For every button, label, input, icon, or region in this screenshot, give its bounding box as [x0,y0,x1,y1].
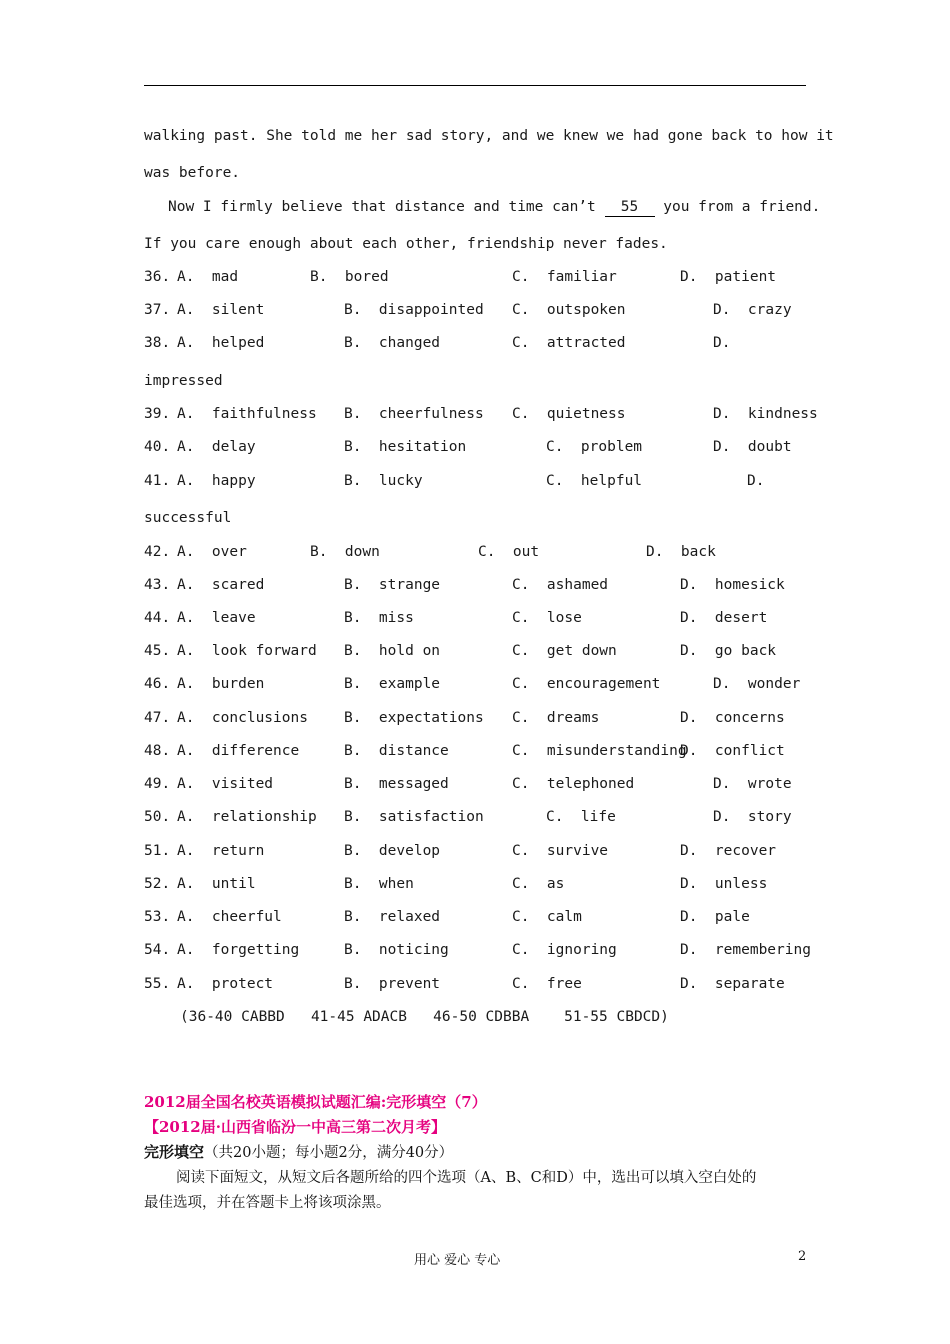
question-number: 52. [144,876,171,892]
question-row [0,809,950,829]
option-a: A. difference [177,743,300,759]
section-subtitle: 【2012届·山西省临汾一中高三第二次月考】 [144,1118,446,1136]
option-a: A. forgetting [177,942,300,958]
question-row [0,876,950,896]
option-d: D. kindness [713,406,818,422]
option-c: C. ashamed [512,577,609,593]
question-row [0,976,950,996]
question-number: 43. [144,577,171,593]
option-c: C. as [512,876,565,892]
question-row [0,577,950,597]
option-c: C. attracted [512,335,626,351]
question-row [0,843,950,863]
option-b: B. messaged [344,776,449,792]
option-b: B. noticing [344,942,449,958]
question-row [0,743,950,763]
option-b: B. bored [310,269,389,285]
instruction-line-2: 最佳选项，并在答题卡上将该项涂黑。 [144,1195,391,1211]
footer-motto: 用心 爱心 专心 [414,1253,501,1268]
option-b: B. lucky [344,473,423,489]
instruction-line-1: 阅读下面短文，从短文后各题所给的四个选项（A、B、C和D）中，选出可以填入空白处的 [176,1170,757,1186]
option-b: B. distance [344,743,449,759]
option-a: A. scared [177,577,265,593]
option-a: A. cheerful [177,909,282,925]
option-a: A. burden [177,676,265,692]
option-d-continued: impressed [144,373,223,389]
section-heading-bold: 完形填空 [144,1143,205,1161]
option-c: C. familiar [512,269,617,285]
option-c: C. ignoring [512,942,617,958]
question-row [0,710,950,730]
option-d: D. pale [680,909,750,925]
option-c: C. survive [512,843,609,859]
option-b: B. disappointed [344,302,484,318]
option-b: B. hesitation [344,439,467,455]
option-c: C. life [546,809,616,825]
option-a: A. helped [177,335,265,351]
question-number: 49. [144,776,171,792]
option-c: C. encouragement [512,676,661,692]
question-row [0,439,950,459]
option-c: C. telephoned [512,776,635,792]
option-a: A. faithfulness [177,406,317,422]
option-a: A. silent [177,302,265,318]
question-number: 53. [144,909,171,925]
section-heading-rest: （共20小题；每小题2分，满分40分） [204,1145,454,1161]
option-b: B. hold on [344,643,441,659]
option-d: D. wonder [713,676,801,692]
header-rule [144,85,806,86]
option-b: B. prevent [344,976,441,992]
passage-line-3-end: you from a friend. [654,199,821,215]
option-c: C. helpful [546,473,643,489]
question-row [0,406,950,426]
section-title: 2012届全国名校英语模拟试题汇编:完形填空（7） [144,1093,487,1111]
option-d: D. [713,335,731,351]
question-number: 41. [144,473,171,489]
option-d: D. patient [680,269,777,285]
option-d: D. recover [680,843,777,859]
passage-line-3-start: Now I firmly believe that distance and time can’t [168,199,605,215]
option-d: D. separate [680,976,785,992]
question-number: 37. [144,302,171,318]
option-c: C. get down [512,643,617,659]
answer-key: (36-40 CABBD 41-45 ADACB 46-50 CDBBA 51-55 CBDCD) [180,1009,669,1025]
option-b: B. changed [344,335,441,351]
option-b: B. example [344,676,441,692]
option-d: D. go back [680,643,777,659]
question-row [0,643,950,663]
option-c: C. free [512,976,582,992]
question-row [0,909,950,929]
option-d-continued: successful [144,510,232,526]
option-d: D. back [646,544,716,560]
option-a: A. over [177,544,247,560]
option-d: D. homesick [680,577,785,593]
page-number: 2 [798,1249,807,1264]
option-d: D. desert [680,610,768,626]
option-c: C. lose [512,610,582,626]
question-row [0,544,950,564]
option-d: D. crazy [713,302,792,318]
question-number: 50. [144,809,171,825]
option-d: D. unless [680,876,768,892]
option-b: B. when [344,876,414,892]
question-number: 47. [144,710,171,726]
option-a: A. happy [177,473,256,489]
option-b: B. relaxed [344,909,441,925]
option-a: A. protect [177,976,274,992]
option-b: B. satisfaction [344,809,484,825]
question-row [0,269,950,289]
option-d: D. [747,473,765,489]
question-row [0,776,950,796]
blank-55: 55 [605,200,655,217]
question-number: 55. [144,976,171,992]
question-row [0,942,950,962]
passage-line-2: was before. [144,165,241,181]
question-number: 51. [144,843,171,859]
option-c: C. calm [512,909,582,925]
option-a: A. return [177,843,265,859]
option-a: A. look forward [177,643,317,659]
question-number: 54. [144,942,171,958]
option-a: A. visited [177,776,274,792]
question-row [0,335,950,355]
option-c: C. out [478,544,540,560]
option-a: A. delay [177,439,256,455]
option-d: D. remembering [680,942,811,958]
option-b: B. miss [344,610,414,626]
question-row [0,302,950,322]
question-number: 48. [144,743,171,759]
passage-line-1: walking past. She told me her sad story, and we knew we had gone back to how it [144,128,834,144]
option-b: B. cheerfulness [344,406,484,422]
option-d: D. story [713,809,792,825]
option-b: B. develop [344,843,441,859]
question-number: 38. [144,335,171,351]
question-number: 45. [144,643,171,659]
question-number: 39. [144,406,171,422]
option-d: D. conflict [680,743,785,759]
option-b: B. strange [344,577,441,593]
option-c: C. misunderstanding [512,743,687,759]
option-c: C. quietness [512,406,626,422]
option-a: A. until [177,876,256,892]
question-row [0,676,950,696]
option-a: A. leave [177,610,256,626]
option-c: C. outspoken [512,302,626,318]
option-a: A. relationship [177,809,317,825]
question-number: 44. [144,610,171,626]
option-c: C. problem [546,439,643,455]
question-number: 46. [144,676,171,692]
question-row [0,473,950,493]
option-d: D. concerns [680,710,785,726]
passage-line-3 [168,199,820,217]
question-number: 36. [144,269,171,285]
option-c: C. dreams [512,710,600,726]
section-heading [144,1141,453,1162]
option-d: D. doubt [713,439,792,455]
question-number: 40. [144,439,171,455]
option-b: B. down [310,544,380,560]
question-number: 42. [144,544,171,560]
option-a: A. conclusions [177,710,308,726]
option-d: D. wrote [713,776,792,792]
question-row [0,610,950,630]
option-b: B. expectations [344,710,484,726]
option-a: A. mad [177,269,239,285]
passage-line-4: If you care enough about each other, friendship never fades. [144,236,668,252]
